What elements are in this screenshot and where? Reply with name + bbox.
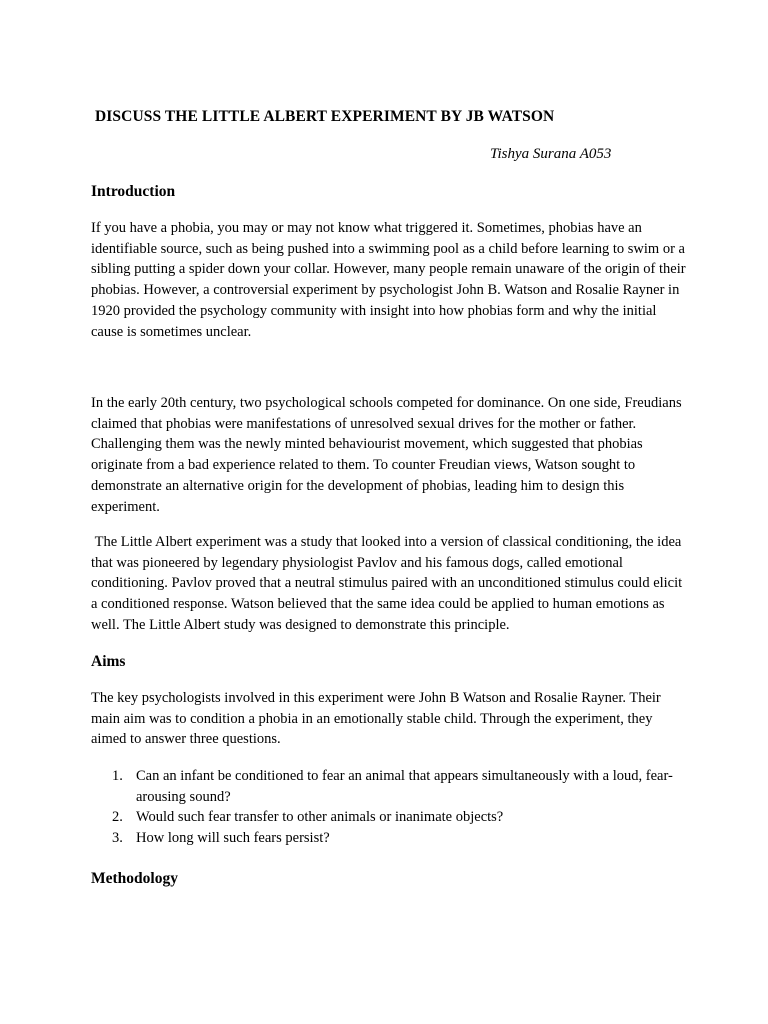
intro-paragraph-1: If you have a phobia, you may or may not know what triggered it. Sometimes, phobias have an identifiable source, such as being pushed into a swimming pool as a child before learning to swim or a sibling putting a spider down your collar. However, many people remain unaware of the origin of their phobias. However, a controversial experiment by psychologist John B. Watson and Rosalie Rayner in 1920 provided the psychology community with insight into how phobias form and why the initial cause is sometimes unclear. [91,220,686,340]
intro-paragraph-2: In the early 20th century, two psychological schools competed for dominance. On one side, Freudians claimed that phobias were manifestations of unresolved sexual drives for the mother or father. Challenging them was the newly minted behaviourist movement, which suggested that phobias originate from a bad experience related to them. To counter Freudian views, Watson sought to demonstrate an alternative origin for the development of phobias, leading him to design this experiment. [91,395,682,515]
list-item-number: 2. [112,809,123,826]
aims-paragraph: The key psychologists involved in this experiment were John B Watson and Rosalie Rayner. Their main aim was to condition a phobia in an emotionally stable child. Through the experiment, they aimed to answer three questions. [91,690,661,748]
list-item [91,807,691,828]
list-item [91,766,691,807]
author-line: Tishya Surana A053 [490,146,612,162]
intro-paragraph-3: The Little Albert experiment was a study that looked into a version of classical conditioning, the idea that was pioneered by legendary physiologist Pavlov and his famous dogs, called emotional conditioning. Pavlov proved that a neutral stimulus paired with an unconditioned stimulus could elicit a conditioned response. Watson believed that the same idea could be applied to human emotions as well. The Little Albert study was designed to demonstrate this principle. [91,534,686,633]
heading-introduction: Introduction [91,183,176,200]
heading-methodology: Methodology [91,870,178,887]
list-item-text: Can an infant be conditioned to fear an animal that appears simultaneously with a loud, fear-arousing sound? [136,768,673,805]
list-item-text: How long will such fears persist? [136,830,330,847]
list-item-text: Would such fear transfer to other animals or inanimate objects? [136,809,504,826]
aims-question-list [91,766,691,849]
list-item-number: 3. [112,830,123,847]
list-item-number: 1. [112,768,123,784]
list-item [91,828,691,849]
heading-aims: Aims [91,653,126,670]
document-title: DISCUSS THE LITTLE ALBERT EXPERIMENT BY JB WATSON [95,108,555,125]
